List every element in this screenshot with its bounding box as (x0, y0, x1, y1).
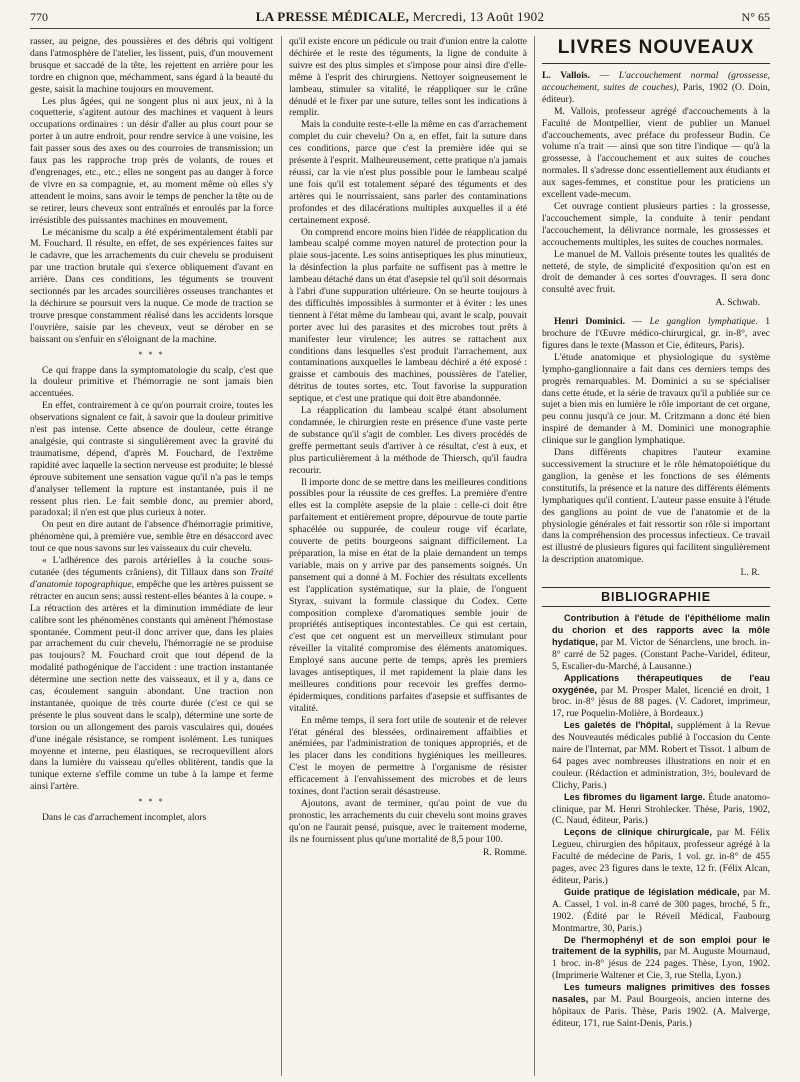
publication-name: LA PRESSE MÉDICALE, (255, 9, 410, 24)
paragraph: Ce qui frappe dans la symptomatologie du scalp, c'est que la douleur primitive et l'hémorragie ne sont jamais bien accentuées. (30, 364, 273, 400)
article-column-2 (289, 36, 527, 1076)
bibliography-entry (542, 613, 770, 673)
text-run: « L'adhérence des parois artérielles à la couche sous-cutanée (des téguments crâniens), dit Tillaux dans son (30, 555, 273, 578)
article-signature: R. Romme. (483, 846, 527, 858)
entry-details: par M. Auguste Mournaud, 1 broc. in-8° jésus de 224 pages. Thèse, Lyon, 1902. (Imprimerie Waltener et Cie, 3, rue Stella, Lyon.) (552, 946, 770, 982)
entry-details: par M. Paul Bourgeois, ancien interne des hôpitaux de Paris. Thèse, Paris 1902. (A. Malverge, éditeur, 171, rue Saint-Denis, Paris.) (552, 994, 770, 1029)
quote-paragraph (30, 555, 273, 793)
issue-date: Mercredi, 13 Août 1902 (412, 9, 545, 24)
paragraph: qu'il existe encore un pédicule ou trait d'union entre la calotte déchirée et le reste des téguments, la ligne de conduite à suivre est des plus simples et s'impose pour ainsi dire d'elle-même à l'esprit des chirurgiens. Nettoyer soigneusement le lambeau, stimuler sa vitalité, le réappliquer sur le crâne dénudé et le fixer par une suture, telles sont les indications à remplir. (289, 36, 527, 119)
spacer (542, 309, 770, 316)
reviews-column (542, 36, 770, 1076)
review-heading: Henri Dominici. — Le ganglion lymphatique. 1 brochure de l'Œuvre médico-chirurgical, gr. in-8°, avec figures dans le texte (Masson et Cie, éditeurs, Paris). (542, 316, 770, 351)
bibliography-entry (542, 887, 770, 935)
paragraph: On peut en dire autant de l'absence d'hémorragie primitive, phénomène qui, à première vue, semble être en désaccord avec tout ce que nous savons sur les vaisseaux du cuir chevelu. (30, 519, 273, 555)
review-paragraph: Dans différents chapitres l'auteur examine successivement la structure et le rôle hématopoïétique du ganglion, la genèse et les fonctions de ses éléments constitutifs, la présence et la nature des différents éléments lymphatiques qu'il contient. L'auteur passe ensuite à l'étude des ganglions au point de vue de l'anatomie et de la physiologie générales et fait ressortir son rôle si important dans la compréhension des processus infectieux. Ce travail est illustré de plusieurs figures qui facilitent singulièrement la description anatomique. (542, 447, 770, 566)
paragraph: Le mécanisme du scalp a été expérimentalement établi par M. Fouchard. Il résulte, en effet, de ses expériences faites sur le cadavre, que les arrachements du cuir chevelu se produisent par une traction brutale qui s'exerce obliquement d'avant en arrière. Dans ces conditions, les téguments se trouvent sectionnés par les arcades sourcilières osseuses tranchantes et la déchirure se poursuit vers la nuque. Ce mode de traction se trouve presque constamment réalisé dans les accidents lorsque l'ouvrière, saisie par les cheveux, veut se dérober en se baissant ou s'enfuir en s'éloignant de la machine. (30, 226, 273, 345)
entry-details: par M. A. Cassel, 1 vol. in-8 carré de 300 pages, broché, 5 fr., 1902. (Édité par le Réveil Médical, Faubourg Montmartre, 30, Paris.) (552, 886, 770, 934)
text-run: , empêche que les artères puissent se rétracter en aucun sens; aussi restent-elles béantes à la coupe. » La rétraction des artères et la diminution immédiate de leur calibre sont les phénomènes constants qui amènent l'hémostase spontanée. Comment peut-il donc arriver que, dans les plaies par arrachement du cuir chevelu, l'hémorragie ne se produise pas toujours? M. Fouchard croit que tout dépend de la modalité pathogénique de l'accident : une traction instantanée détermine une section nette des vaisseaux, et il y a, dans ce cas, écoulement sanguin abondant. Une traction non instantanée, quoique de très courte durée (c'est ce qui se présente le plus souvent dans le scalp), détermine une sorte de torsion ou un allongement des parois vasculaires qui, douées d'une inégale résistance, se rompent isolément. Les tuniques moyenne et interne, peu élastiques, se recroquevillent alors dans la lumière du vaisseau qu'elles oblitèrent, tandis que la tunique externe s'effile comme un tube à la lampe et ferme ainsi l'artère. (30, 578, 273, 793)
bibliography-entry (542, 792, 770, 828)
review-publisher: . 1 brochure de l'Œuvre médico-chirurgical, gr. in-8°, avec figures dans le texte (Masson et Cie, éditeurs, Paris). (542, 316, 770, 351)
entry-details: par M. Prosper Malet, licencié en droit, 1 broc. in-8° jésus de 88 pages. (V. Cadoret, imprimeur, 17, rue Poquelin-Molière, à Bordeaux.) (552, 684, 770, 720)
page-header (30, 6, 770, 29)
entry-title: De l'hermophényl et de son emploi pour le traitement de la syphilis, (552, 934, 770, 957)
review-paragraph: M. Vallois, professeur agrégé d'accouchements à la Faculté de Montpellier, vient de publier un Manuel d'accouchements, avec préface du professeur Budin. Ce volume n'a trait — ainsi que son titre l'indique — qu'à la grossesse, à l'accouchement et aux suites de couches normales. Il s'adresse donc essentiellement aux étudiants et aux sages-femmes, et constitue pour les praticiens un excellent vade-mecum. (542, 105, 770, 201)
entry-title: Contribution à l'étude de l'épithéliome malin du chorion et des rapports avec la môle hydatique, (552, 613, 770, 647)
page-number: 770 (30, 10, 48, 24)
bibliography-entry (542, 673, 770, 721)
paragraph: La réapplication du lambeau scalpé étant absolument condamnée, le chirurgien reste en présence d'une vaste perte de substance qu'il s'agit de combler. Les divers procédés de greffe permettant seuls d'arriver à ce résultat, c'est à eux, et plus particulièrement à la méthode de Thiersch, qu'il faudra recourir. (289, 405, 527, 476)
entry-details: Étude anatomo-clinique, par M. Henri Strohlecker. Thèse, Paris, 1902, (C. Naud, éditeur, Paris.) (552, 791, 770, 827)
section-separator: * * * (138, 797, 165, 807)
review-signature: L. R. (740, 567, 760, 579)
article-column-1 (30, 36, 273, 1076)
section-separator: * * * (138, 349, 165, 359)
paragraph: Ajoutons, avant de terminer, qu'au point de vue du pronostic, les arrachements du cuir chevelu sont moins graves qu'on ne l'aurait pensé, puisque, avec le traitement moderne, ils ne fournissent plus qu'une mortalité de 8,5 pour 100. (289, 798, 527, 845)
cited-book-title: Traité d'anatomie topographique (30, 566, 273, 590)
bibliography-entry (542, 982, 770, 1030)
entry-title: Les fibromes du ligament large. (564, 791, 706, 802)
section-title-bibliography: BIBLIOGRAPHIE (542, 587, 770, 607)
review-book-title: Le ganglion lymphatique (649, 316, 756, 328)
entry-details: par M. Félix Legueu, chirurgien des hôpitaux, professeur agrégé à la Faculté de médecine de Paris, 1 vol. gr. in-8° de 455 pages, avec 23 figures dans le texte, 12 fr. (Félix Alcan, éditeur, Paris.) (552, 827, 770, 886)
entry-title: Guide pratique de législation médicale, (564, 886, 740, 897)
paragraph: Dans le cas d'arrachement incomplet, alors (42, 812, 207, 824)
entry-title: Leçons de clinique chirurgicale, (564, 827, 712, 838)
entry-title: Les galetés de l'hôpital, (564, 720, 673, 731)
paragraph: En même temps, il sera fort utile de soutenir et de relever l'état général des blessées, ordinairement affaiblies et anémiées, par l'administration de toniques appropriés, et de les placer dans les conditions hygiéniques les meilleures. C'est le moyen de permettre à l'organisme de résister efficacement à l'envahissement des microbes et de leurs toxines, dont l'action serait désastreuse. (289, 714, 527, 798)
review-heading: L. Vallois. — L'accouchement normal (grossesse, accouchement, suites de couches), Paris, 1902 (O. Doin, éditeur). (542, 70, 770, 105)
entry-details: par M. Victor de Sénarclens, une broch. in-8° carré de 52 pages. (Constant Pache-Varidel, éditeur, 5, Escalier-du-Marché, à Lausanne.) (552, 636, 770, 672)
review-paragraph: Cet ouvrage contient plusieurs parties : la grossesse, l'accouchement simple, la conduite à tenir pendant l'accouchement, la délivrance normale, les grossesses et accouchements multiples, les suites de couches normales. (542, 200, 770, 248)
bibliography-list (542, 613, 770, 1030)
review-publisher: , Paris, 1902 (O. Doin, éditeur). (542, 81, 770, 105)
column-divider-1 (281, 36, 282, 1076)
entry-title: Les tumeurs malignes primitives des fosses nasales, (552, 982, 770, 1005)
review-author: Henri Dominici. (554, 316, 626, 328)
paragraph: rasser, au peigne, des poussières et des débris qui voltigent dans l'atmosphère de l'atelier, les lissent, puis, d'un mouvement brusque et saccadé de la tête, les rejettent en arrière pour les tordre en chignon que, méchamment, sans égard à la beauté du geste, saisit la machine toujours en mouvement. (30, 36, 273, 95)
entry-details: supplément à la Revue des Nouveautés médicales publié à l'occasion du Cente naire de l'Internat, par MM. Robert et Tissot. 1 album de 64 pages avec nombreuses illustrations en noir et en couleur. (Rédaction et administration, 3½, boulevard de Clichy, Paris.) (552, 720, 770, 791)
bibliography-entry (542, 935, 770, 983)
running-title (30, 8, 770, 26)
review-paragraph: Le manuel de M. Vallois présente toutes les qualités de netteté, de style, de simplicité d'exposition qu'on est en droit de demander à ces sortes d'ouvrages. Il sera donc consulté avec fruit. (542, 248, 770, 296)
bibliography-entry (542, 720, 770, 791)
review-paragraph: L'étude anatomique et physiologique du système lympho-ganglionnaire a fait dans ces derniers temps des progrès remarquables. M. Dominici a su se spécialiser dans cette étude, et la série de travaux qu'il a publiée sur ce sujet a bien mis en lumière le rôle important de cet organe, peu connu jusqu'à ce jour. M. Critzmann a donc été bien inspiré de demander à M. Dominici une monographie clinique sur le ganglion lymphatique. (542, 351, 770, 447)
paragraph: Il importe donc de se mettre dans les meilleures conditions possibles pour la réussite de ces greffes. La première d'entre elles est la complète asepsie de la plaie : celle-ci doit être parfaitement et entièrement propre, dépourvue de toute partie sphacélée ou suppurée, de couleur rouge vif écarlate, couverte de petits bourgeons saignant difficilement. La préparation, la mise en état de la plaie demandent un temps variable, mais on y arrive par des pansements soignés. Un pansement qui a donné à M. Fochier des résultats excellents est l'application systématique, sur la plaie, de l'onguent Styrax, suivant la formule classique du Codex. Cette composition complexe d'aromatiques semble jouir de propriétés antiseptiques incontestables. Ce qui est certain, c'est que cet onguent est un merveilleux stimulant pour réveiller la vitalité compromise des éléments anatomiques. Employé sans aucune perte de temps, après les premiers lavages antiseptiques, il met rapidement la plaie dans les meilleures conditions pour recevoir les greffes dermo-épidermiques, conditions parfaites d'asepsie et suffisantes de vitalité. (289, 476, 527, 714)
section-title-new-books: LIVRES NOUVEAUX (542, 36, 770, 64)
issue-number: N° 65 (741, 10, 770, 24)
bibliography-entry (542, 827, 770, 887)
review-book-title: L'accouchement normal (grossesse, accouchement, suites de couches) (542, 70, 770, 93)
paragraph: On comprend encore moins bien l'idée de réapplication du lambeau scalpé comme moyen naturel de protection pour la plaie sous-jacente. Les soins antiseptiques les plus minutieux, la désinfection la plus parfaite ne suffisent pas à mettre le lambeau détaché dans un état d'asepsie tel qu'il soit désormais à l'abri d'une suppuration ultérieure. On se heurte toujours à des difficultés impossibles à surmonter et à éviter : les unes tiennent à l'état même du lambeau qui, avant le scalp, pouvait porter avec lui des parasites et des microbes tout prêts à manifester leur virulence; les autres se rattachent aux conditions dans lesquelles s'est produit l'arrachement, aux contaminations auxquelles le lambeau déchiré a été exposé : graisse et cambouis des machines, poussières de l'atelier, détritus de toutes sortes, etc. Tout favorise la suppuration septique, et c'est une pratique qui doit être abandonnée. (289, 226, 527, 405)
paragraph: Mais la conduite reste-t-elle la même en cas d'arrachement complet du cuir chevelu? On a, en effet, fait la suture dans ces conditions, parce que c'est la première idée qui se présente à l'esprit. Malheureusement, cette pratique n'a jamais réussi, car la vie n'est plus possible pour le lambeau scalpé une fois qu'il est totalement séparé des téguments et des artères qui le nourrissaient, sans parler des contaminations profondes et des dilacérations multiples auxquelles il a été certainement exposé. (289, 119, 527, 226)
review-author: L. Vallois. (542, 70, 590, 81)
entry-title: Applications thérapeutiques de l'eau oxygénée, (552, 672, 770, 695)
paragraph: En effet, contrairement à ce qu'on pourrait croire, toutes les observations signalent ce fait, à savoir que la douleur primitive n'est pas intense. Cette absence de douleur, cette étrange analgésie, qui contraste si singulièrement avec la gravité du traumatisme, dépend, d'après M. Fouchard, de l'extrême rapidité avec laquelle la section nerveuse est produite; le blessé éprouve subitement une sensation vague qu'il n'a pas le temps d'analyser tellement la rupture est instantanée, puis il ne ressent plus rien. Le fait semble donc, au premier abord, paradoxal; il n'en est que plus curieux à noter. (30, 400, 273, 519)
review-signature: A. Schwab. (715, 297, 760, 309)
column-divider-2 (534, 36, 535, 1076)
paragraph: Les plus âgées, qui ne songent plus ni aux jeux, ni à la coquetterie, s'agitent autour des machines et vaquent à leurs occupations ordinaires : un désir d'aller au plus court pour se porter à un autre endroit, pour rendre service à une voisine, les fait passer sous des axes ou des courroies de transmission; un faux pas les rapproche trop près de volants, de roues et d'engrenages, etc., etc.; elles ne songent pas au danger à force de vivre en sa compagnie, et, au moment même où elles s'y attendent le moins, sans avoir le temps de pencher la tête ou de se retirer, leurs cheveux sont entraînés et enroulés par la force irrésistible des puissantes machines en mouvement. (30, 95, 273, 226)
